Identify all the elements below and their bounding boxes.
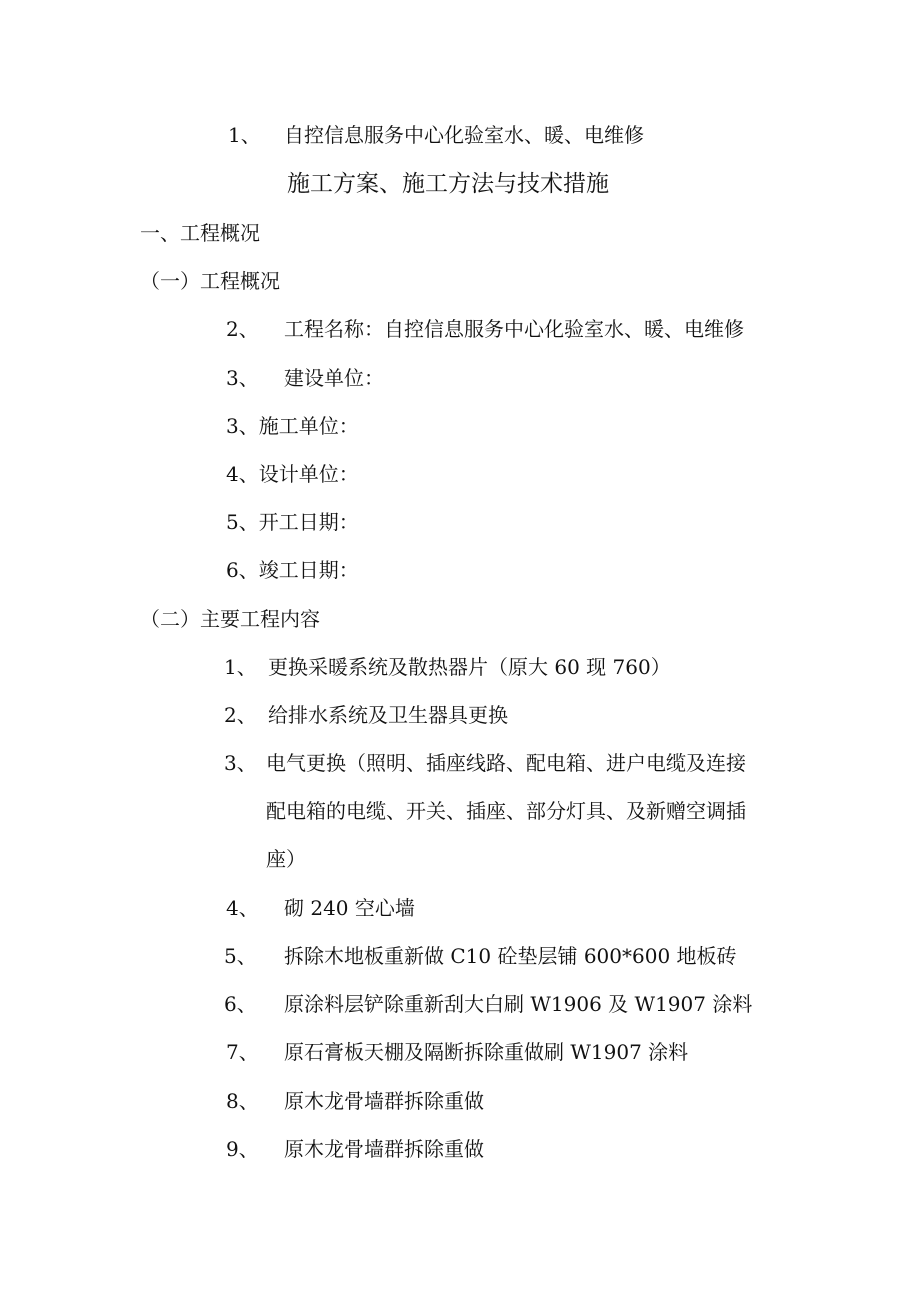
header-number: 1、: [228, 123, 261, 147]
header-line: 自控信息服务中心化验室水、暖、电维修: [284, 123, 644, 147]
list-item-line: 配电箱的电缆、开关、插座、部分灯具、及新赠空调插: [266, 799, 746, 823]
project-name: 工程名称：自控信息服务中心化验室水、暖、电维修: [284, 317, 744, 341]
list-item-number: 1、: [224, 655, 257, 679]
list-item-line: 电气更换（照明、插座线路、配电箱、进户电缆及连接: [266, 751, 746, 775]
list-item-number: 7、: [226, 1040, 259, 1064]
list-item-number: 3、: [226, 366, 259, 390]
list-item-number: 8、: [226, 1089, 259, 1113]
construction-unit: 3、施工单位：: [226, 414, 359, 438]
list-item: 给排水系统及卫生器具更换: [268, 703, 508, 727]
design-unit: 4、设计单位：: [226, 462, 359, 486]
subsection-heading: （一）工程概况: [140, 269, 280, 293]
list-item-number: 2、: [226, 317, 259, 341]
list-item-number: 9、: [226, 1137, 259, 1161]
list-item-number: 4、: [226, 896, 259, 920]
owner-unit: 建设单位：: [284, 366, 384, 390]
start-date: 5、开工日期：: [226, 510, 359, 534]
list-item: 拆除木地板重新做 C10 砼垫层铺 600*600 地板砖: [284, 944, 737, 968]
list-item: 原涂料层铲除重新刮大白刷 W1906 及 W1907 涂料: [284, 992, 753, 1016]
list-item-number: 3、: [224, 751, 257, 775]
subsection-heading: （二）主要工程内容: [140, 607, 320, 631]
completion-date: 6、竣工日期：: [226, 558, 359, 582]
list-item: 原木龙骨墙群拆除重做: [284, 1089, 484, 1113]
list-item: 原石膏板天棚及隔断拆除重做刷 W1907 涂料: [284, 1040, 689, 1064]
list-item-line: 座）: [266, 847, 306, 871]
list-item-number: 5、: [224, 944, 257, 968]
list-item-number: 2、: [224, 703, 257, 727]
list-item-number: 6、: [224, 992, 257, 1016]
page-title: 施工方案、施工方法与技术措施: [287, 171, 609, 197]
list-item: 砌 240 空心墙: [284, 896, 415, 920]
list-item: 原木龙骨墙群拆除重做: [284, 1137, 484, 1161]
list-item: 更换采暖系统及散热器片（原大 60 现 760）: [268, 655, 671, 679]
section-heading: 一、工程概况: [140, 221, 260, 245]
